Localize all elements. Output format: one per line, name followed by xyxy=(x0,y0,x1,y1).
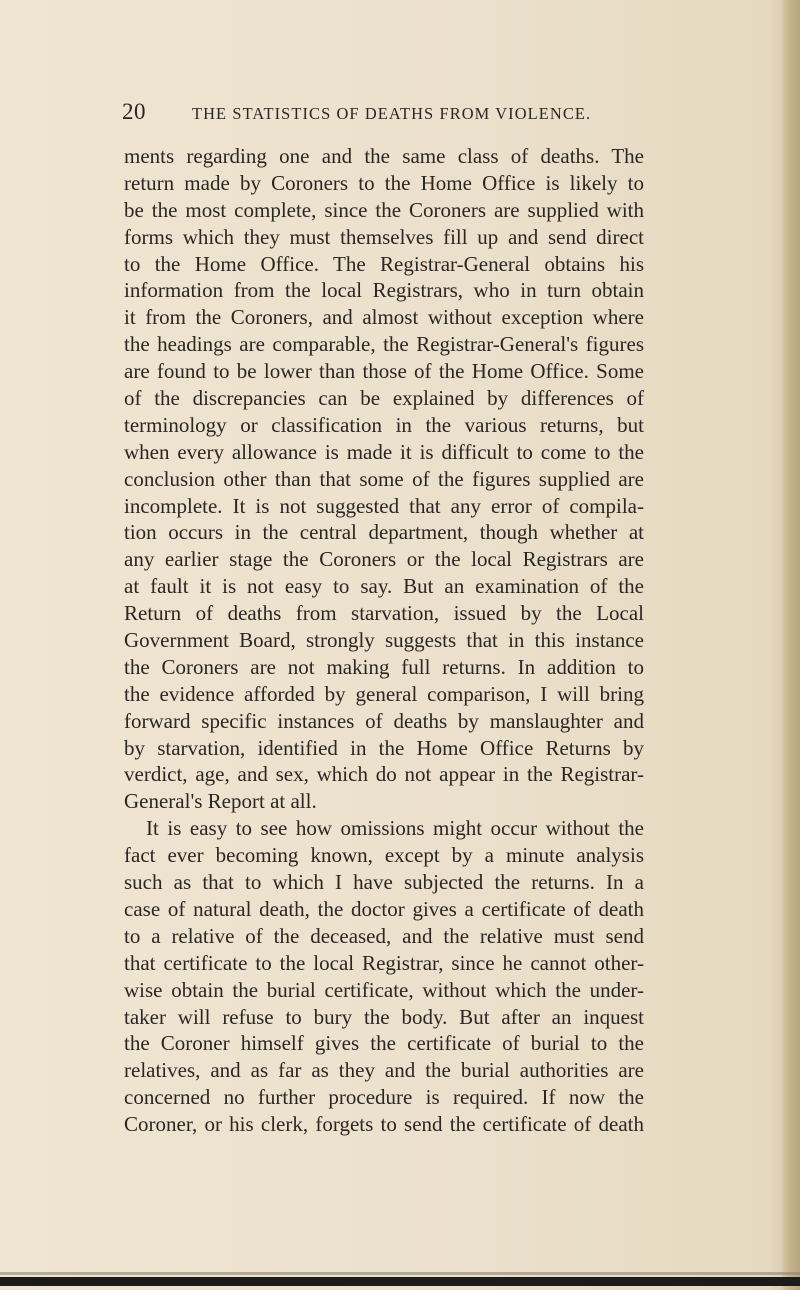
text-line: it from the Coroners, and almost without exception where xyxy=(124,305,644,330)
text-line: the headings are comparable, the Registrar-General's figures xyxy=(124,332,644,357)
text-line: to the Home Office. The Registrar-General obtains his xyxy=(124,251,644,276)
page-edge-shadow xyxy=(782,0,800,1290)
text-line: Coroner, or his clerk, forgets to send the certificate of death xyxy=(124,1112,644,1137)
text-line: concerned no further procedure is required. If now the xyxy=(124,1085,644,1110)
text-line: forward specific instances of deaths by manslaughter and xyxy=(124,708,644,733)
text-line: of the discrepancies can be explained by differences of xyxy=(124,386,644,411)
page-number: 20 xyxy=(122,99,146,124)
text-line: wise obtain the burial certificate, without which the under- xyxy=(124,977,644,1002)
text-line: the Coroners are not making full returns. In addition to xyxy=(124,654,644,679)
text-line: incomplete. It is not suggested that any error of compila- xyxy=(124,493,644,518)
text-line: by starvation, identified in the Home Office Returns by xyxy=(124,735,644,760)
text-line: forms which they must themselves fill up and send direct xyxy=(124,224,644,249)
text-line: Return of deaths from starvation, issued by the Local xyxy=(124,601,644,626)
text-line: at fault it is not easy to say. But an examination of the xyxy=(124,574,644,599)
text-line: such as that to which I have subjected the returns. In a xyxy=(124,870,644,895)
text-line: the Coroner himself gives the certificate of burial to the xyxy=(124,1031,644,1056)
text-line: taker will refuse to bury the body. But after an inquest xyxy=(124,1004,644,1029)
text-line: any earlier stage the Coroners or the local Registrars are xyxy=(124,547,644,572)
paragraph-start-line: It is easy to see how omissions might occur without the xyxy=(146,816,644,841)
page-bottom-edge xyxy=(0,1277,800,1286)
text-line: the evidence afforded by general comparison, I will bring xyxy=(124,681,644,706)
text-line: to a relative of the deceased, and the relative must send xyxy=(124,923,644,948)
text-line: relatives, and as far as they and the burial authorities are xyxy=(124,1058,644,1083)
paragraph-end-line: General's Report at all. xyxy=(124,789,317,814)
text-line: return made by Coroners to the Home Office is likely to xyxy=(124,170,644,195)
text-line: tion occurs in the central department, though whether at xyxy=(124,520,644,545)
text-line: terminology or classification in the various returns, but xyxy=(124,412,644,437)
running-title: THE STATISTICS OF DEATHS FROM VIOLENCE. xyxy=(192,104,592,123)
text-line: conclusion other than that some of the figures supplied are xyxy=(124,466,644,491)
running-head xyxy=(122,99,642,133)
text-line: information from the local Registrars, who in turn obtain xyxy=(124,278,644,303)
text-line: be the most complete, since the Coroners are supplied with xyxy=(124,197,644,222)
body-text xyxy=(124,143,644,1138)
text-line: when every allowance is made it is difficult to come to the xyxy=(124,439,644,464)
text-line: Government Board, strongly suggests that in this instance xyxy=(124,628,644,653)
text-line: verdict, age, and sex, which do not appear in the Registrar- xyxy=(124,762,644,787)
text-line: case of natural death, the doctor gives a certificate of death xyxy=(124,896,644,921)
text-line: ments regarding one and the same class of deaths. The xyxy=(124,144,644,168)
text-line: are found to be lower than those of the Home Office. Some xyxy=(124,359,644,384)
text-line: fact ever becoming known, except by a minute analysis xyxy=(124,843,644,868)
text-line: that certificate to the local Registrar, since he cannot other- xyxy=(124,950,644,975)
